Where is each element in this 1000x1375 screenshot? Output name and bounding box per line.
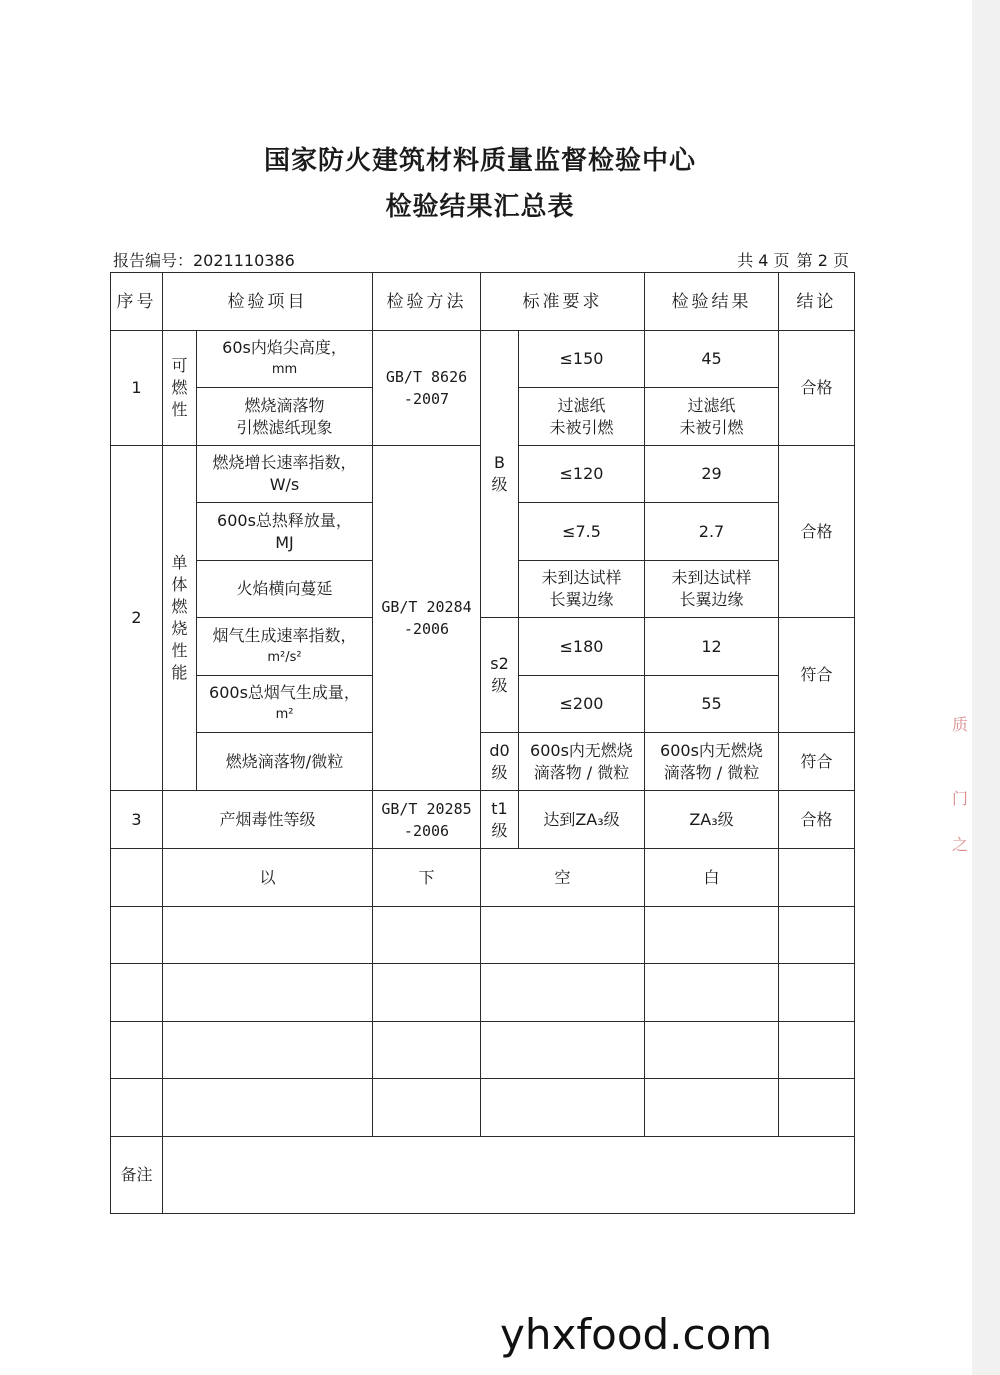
header-result: 检验结果 — [645, 273, 779, 331]
header-standard: 标准要求 — [481, 273, 645, 331]
item-cell: 燃烧滴落物/微粒 — [197, 733, 373, 791]
page-indicator — [708, 248, 850, 271]
empty-row — [111, 1022, 855, 1079]
page-current: 第 2 页 — [796, 251, 849, 270]
item-cell: 600s总热释放量， MJ — [197, 503, 373, 561]
empty-row — [111, 964, 855, 1022]
result-cell: 2.7 — [645, 503, 779, 561]
header-row — [111, 273, 855, 331]
grade-cell: B 级 — [481, 331, 519, 618]
table-row — [111, 618, 855, 676]
conclusion-cell: 合格 — [779, 331, 855, 446]
method-cell: GB/T 8626 -2007 — [373, 331, 481, 446]
method-cell: GB/T 20285 -2006 — [373, 791, 481, 849]
header-item: 检验项目 — [163, 273, 373, 331]
standard-cell: ≤120 — [519, 446, 645, 503]
header-seq: 序号 — [111, 273, 163, 331]
empty-row — [111, 907, 855, 964]
report-number: 报告编号：2021110386 — [113, 251, 295, 270]
blank-row: 以 下 空 白 — [111, 849, 855, 907]
standard-cell: 未到达试样 长翼边缘 — [519, 561, 645, 618]
header-conclusion: 结论 — [779, 273, 855, 331]
conclusion-cell: 合格 — [779, 791, 855, 849]
header-method: 检验方法 — [373, 273, 481, 331]
conclusion-cell: 符合 — [779, 618, 855, 733]
standard-cell: ≤150 — [519, 331, 645, 388]
page-subtitle: 检验结果汇总表 — [385, 192, 575, 222]
result-cell: ZA₃级 — [645, 791, 779, 849]
standard-cell: ≤180 — [519, 618, 645, 676]
item-cell: 产烟毒性等级 — [163, 791, 373, 849]
table-row — [111, 733, 855, 791]
stamp-fragment: 门 — [952, 789, 969, 808]
result-cell: 600s内无燃烧 滴落物 / 微粒 — [645, 733, 779, 791]
item-cell: 60s内焰尖高度， mm — [197, 331, 373, 388]
category-cell: 可 燃 性 — [163, 331, 197, 446]
page-title: 国家防火建筑材料质量监督检验中心 — [263, 146, 696, 176]
result-cell: 未到达试样 长翼边缘 — [645, 561, 779, 618]
watermark-text: yhxfood.com — [500, 1310, 773, 1359]
stamp-fragment: 之 — [952, 835, 969, 854]
remarks-label: 备注 — [111, 1137, 163, 1214]
item-cell: 烟气生成速率指数， m²/s² — [197, 618, 373, 676]
remarks-row — [111, 1137, 855, 1214]
remarks-content — [163, 1137, 855, 1214]
result-cell: 过滤纸 未被引燃 — [645, 388, 779, 446]
item-cell: 火焰横向蔓延 — [197, 561, 373, 618]
page-total: 共 4 页 — [737, 251, 790, 270]
item-cell: 600s总烟气生成量， m² — [197, 676, 373, 733]
standard-cell: ≤200 — [519, 676, 645, 733]
seq-cell: 3 — [111, 791, 163, 849]
seq-cell: 1 — [111, 331, 163, 446]
item-cell: 燃烧滴落物 引燃滤纸现象 — [197, 388, 373, 446]
result-cell: 29 — [645, 446, 779, 503]
standard-cell: ≤7.5 — [519, 503, 645, 561]
conclusion-cell: 符合 — [779, 733, 855, 791]
result-cell: 12 — [645, 618, 779, 676]
grade-cell: d0 级 — [481, 733, 519, 791]
method-cell: GB/T 20284 -2006 — [373, 446, 481, 791]
results-table — [110, 272, 855, 1214]
table-row — [111, 791, 855, 849]
conclusion-cell: 合格 — [779, 446, 855, 618]
standard-cell: 达到ZA₃级 — [519, 791, 645, 849]
grade-cell: t1 级 — [481, 791, 519, 849]
result-cell: 45 — [645, 331, 779, 388]
standard-cell: 过滤纸 未被引燃 — [519, 388, 645, 446]
scan-edge — [972, 0, 1000, 1375]
item-cell: 燃烧增长速率指数， W/s — [197, 446, 373, 503]
category-cell: 单 体 燃 烧 性 能 — [163, 446, 197, 791]
stamp-fragment: 质 — [952, 715, 969, 734]
standard-cell: 600s内无燃烧 滴落物 / 微粒 — [519, 733, 645, 791]
seq-cell: 2 — [111, 446, 163, 791]
empty-row — [111, 1079, 855, 1137]
table-row — [111, 331, 855, 388]
grade-cell: s2 级 — [481, 618, 519, 733]
result-cell: 55 — [645, 676, 779, 733]
